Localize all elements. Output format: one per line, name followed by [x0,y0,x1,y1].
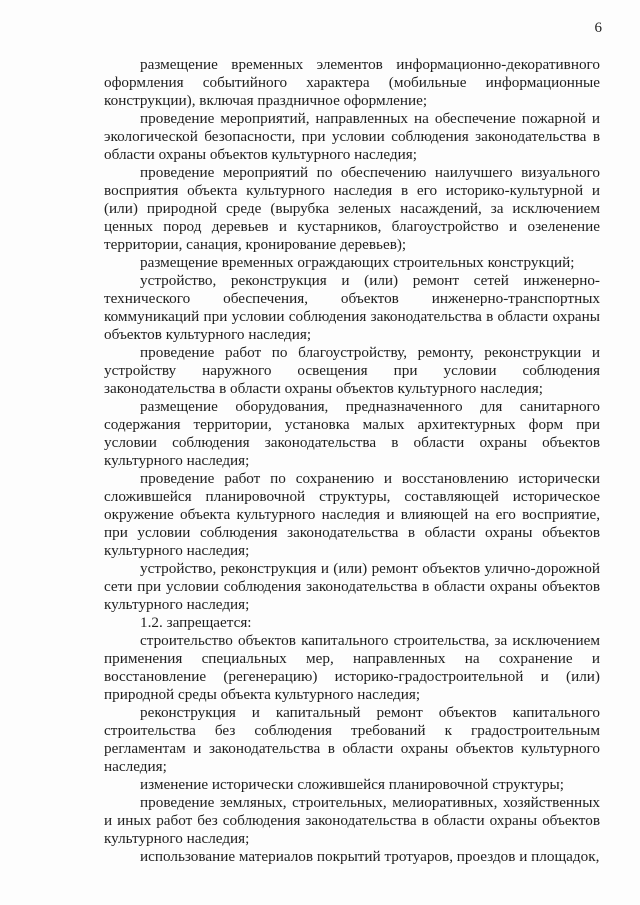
paragraph-reconstruction-repair: реконструкция и капитальный ремонт объектов капитального строительства без соблюдения требований к градостроительным регламентам и законодательства в области охраны объектов культурного наследия; [104,704,600,775]
paragraph-planning-structure-change: изменение исторически сложившейся планировочной структуры; [140,776,564,793]
paragraph-engineering-networks: устройство, реконструкция и (или) ремонт сетей инженерно-технического обеспечения, объектов инженерно-транспортных коммуникаций при условии соблюдения законодательства в области охраны объектов культурного наследия; [104,272,600,343]
page-number: 6 [594,20,602,36]
paragraph-planning-structure-restoration: проведение работ по сохранению и восстановлению исторически сложившейся планировочной структуры, составляющей историческое окружение объекта культурного наследия и влияющей на его восприятие, при условии соблюдения законодательства в области охраны объектов культурного наследия; [104,470,600,559]
paragraph-earthworks: проведение земляных, строительных, мелиоративных, хозяйственных и иных работ без соблюдения законодательства в области охраны объектов культурного наследия; [104,794,600,847]
paragraph-sanitary-equipment: размещение оборудования, предназначенного для санитарного содержания территории, установка малых архитектурных форм при условии соблюдения законодательства в области охраны объектов культурного наследия; [104,398,600,469]
paragraph-visual-perception: проведение мероприятий по обеспечению наилучшего визуального восприятия объекта культурного наследия в его историко-культурной и (или) природной среде (вырубка зеленых насаждений, за исключением ценных пород деревьев и кустарников, благоустройство и озеленение территории, санация, кронирование деревьев); [104,164,600,253]
paragraph-temporary-decor: размещение временных элементов информационно-декоративного оформления событийного характера (мобильные информационные конструкции), включая праздничное оформление; [104,56,600,109]
section-heading-prohibited: 1.2. запрещается: [140,614,252,631]
document-body [104,56,600,866]
paragraph-capital-construction: строительство объектов капитального строительства, за исключением применения специальных мер, направленных на сохранение и восстановление (регенерацию) историко-градостроительной и (или) природной среды объекта культурного наследия; [104,632,600,703]
paragraph-road-network: устройство, реконструкция и (или) ремонт объектов улично-дорожной сети при условии соблюдения законодательства в области охраны объектов культурного наследия; [104,560,600,613]
paragraph-fire-safety: проведение мероприятий, направленных на обеспечение пожарной и экологической безопасности, при условии соблюдения законодательства в области охраны объектов культурного наследия; [104,110,600,163]
paragraph-pavement-materials: использование материалов покрытий тротуаров, проездов и площадок, [140,848,600,865]
paragraph-landscaping-lighting: проведение работ по благоустройству, ремонту, реконструкции и устройству наружного освещения при условии соблюдения законодательства в области охраны объектов культурного наследия; [104,344,600,397]
paragraph-temporary-fencing: размещение временных ограждающих строительных конструкций; [140,254,575,271]
